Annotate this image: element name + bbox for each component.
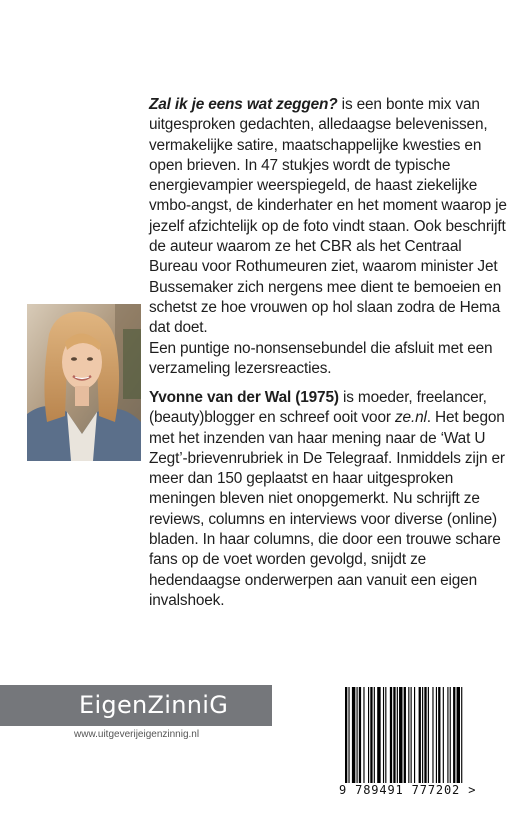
barcode-bar [368,687,369,783]
barcode-bar [397,687,398,783]
barcode-bar [414,687,415,783]
barcode-bar [357,687,358,783]
barcode-bar [453,687,455,783]
barcode-bar [399,687,402,783]
author-photo [27,304,141,461]
barcode-bar [432,687,433,783]
barcode-bar [377,687,380,783]
author-name: Yvonne van der Wal (1975) [149,389,339,406]
blurb-paragraph [149,95,509,339]
barcode-bar [436,687,437,783]
barcode-bars [339,687,507,785]
barcode-bar [411,687,412,783]
barcode-bar [374,687,375,783]
author-bio [149,388,509,611]
back-cover-blurb [149,95,509,379]
isbn-barcode [331,679,514,815]
barcode-bar [438,687,440,783]
barcode-bar [390,687,392,783]
barcode-bar [348,687,349,783]
barcode-bar [363,687,364,783]
bio-text-2: . Het begon met het inzenden van haar mening naar de ‘Wat U Zegt’-brievenrubriek in De Telegraaf. Inmiddels zijn er meer dan 150 geplaatst en haar uitgesproken meningen bleven niet onopgemerkt. Nu schrijft ze reviews, columns en interviews voor diverse (online) bladen. In haar columns, die door een trouwe schare fans op de voet worden gevolgd, snijdt ze hedendaagse onderwerpen aan vanuit een eigen invalshoek. [149,409,505,609]
blurb-closing: Een puntige no-nonsensebundel die afsluit met een verzameling lezersreacties. [149,339,493,377]
barcode-bar [383,687,384,783]
publisher-logo: EigenZinniG [79,691,229,719]
barcode-bar [408,687,409,783]
barcode-bar [404,687,406,783]
barcode-bar [419,687,421,783]
barcode-bar [345,687,347,783]
isbn-number: 9 789491 777202 > [339,783,477,797]
barcode-bar [461,687,462,783]
bio-site: ze.nl [394,409,427,427]
barcode-bar [385,687,386,783]
bio-paragraph [149,388,509,611]
barcode-bar [428,687,429,783]
blurb-text: is een bonte mix van uitgesproken gedachten, alledaagse belevenissen, vermakelijke satire, maatschappelijke kwesties en open brieven. In 47 stukjes wordt de typische energievampier weerspiegeld, de haast ziekelijke vmbo-angst, de kinderhater en het moment waarop je jezelf afzichtelijk op de foto vindt staan. Ook beschrijft de auteur waarom ze het CBR als het Centraal Bureau voor Rothumeuren ziet, waarom minister Jet Bussemaker zich nergens mee dient te bemoeien en schetst ze hoe vrouwen op hol slaan zodra de Hema dat doet. [149,96,507,337]
barcode-bar [370,687,372,783]
bio-text-1: is moeder, freelancer, (beauty)blogger en schreef ooit voor [149,389,487,427]
barcode-bar [359,687,361,783]
barcode-bar [457,687,460,783]
barcode-bar [443,687,444,783]
barcode-bar [352,687,355,783]
barcode-bar [422,687,423,783]
publisher-url: www.uitgeverijeigenzinnig.nl [74,729,200,740]
barcode-bar [393,687,395,783]
author-portrait-image [27,304,141,461]
barcode-bar [450,687,451,783]
book-title: Zal ik je eens wat zeggen? [149,96,338,113]
barcode-bar [424,687,426,783]
barcode-bar [447,687,448,783]
